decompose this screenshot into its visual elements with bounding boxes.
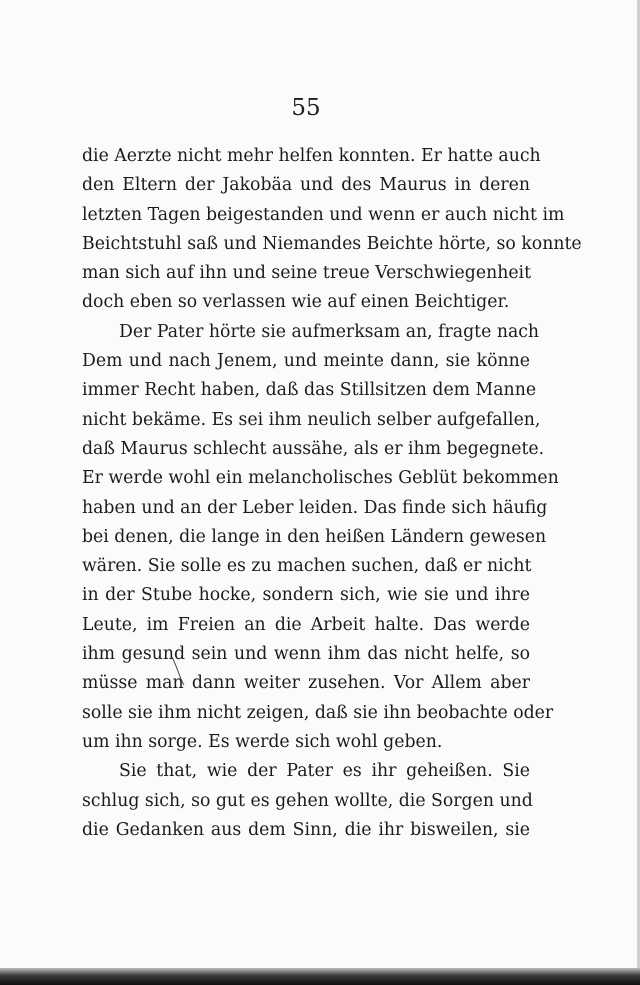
- text-line: man sich auf ihn und seine treue Verschwiegenheit: [82, 263, 532, 284]
- text-line: nicht bekäme. Es sei ihm neulich selber aufgefallen,: [82, 409, 541, 430]
- text-line: Sie that, wie der Pater es ihr geheißen. Sie: [119, 761, 530, 782]
- text-line: müsse man dann weiter zusehen. Vor Allem aber: [82, 673, 530, 694]
- text-line: doch eben so verlassen wie auf einen Beichtiger.: [82, 292, 510, 313]
- text-line: Leute, im Freien an die Arbeit halte. Das werde: [82, 614, 530, 635]
- page-edge-bottom: [0, 968, 640, 985]
- text-line: haben und an der Leber leiden. Das finde sich häufig: [82, 497, 548, 518]
- paragraph-1: [82, 142, 582, 318]
- text-line: immer Recht haben, daß das Stillsitzen dem Manne: [82, 380, 537, 401]
- text-line: Dem und nach Jenem, und meinte dann, sie könne: [82, 351, 530, 372]
- text-line: solle sie ihm nicht zeigen, daß sie ihn beobachte oder: [82, 702, 554, 723]
- text-line: Beichtstuhl saß und Niemandes Beichte hörte, so konnte: [82, 233, 582, 254]
- text-line: um ihn sorge. Es werde sich wohl geben.: [82, 731, 443, 752]
- text-line: wären. Sie solle es zu machen suchen, daß er nicht: [82, 556, 532, 577]
- text-line: die Gedanken aus dem Sinn, die ihr bisweilen, sie: [82, 819, 530, 840]
- text-line: letzten Tagen beigestanden und wenn er auch nicht im: [82, 204, 565, 225]
- text-line: Der Pater hörte sie aufmerksam an, fragte nach: [119, 321, 540, 342]
- text-line: die Aerzte nicht mehr helfen konnten. Er hatte auch: [82, 146, 541, 166]
- body-text: [82, 142, 582, 845]
- text-line: bei denen, die lange in den heißen Ländern gewesen: [82, 526, 547, 547]
- text-line: daß Maurus schlecht aussähe, als er ihm begegnete.: [82, 438, 545, 459]
- text-line: in der Stube hocke, sondern sich, wie sie und ihre: [82, 585, 530, 606]
- text-line: Er werde wohl ein melancholisches Geblüt bekommen: [82, 468, 559, 489]
- text-line: ihm gesund sein und wenn ihm das nicht helfe, so: [82, 644, 530, 665]
- text-line: schlug sich, so gut es gehen wollte, die Sorgen und: [82, 790, 533, 811]
- text-line: den Eltern der Jakobäa und des Maurus in deren: [82, 175, 530, 196]
- page-number: 55: [291, 95, 321, 121]
- paragraph-2: [82, 318, 559, 757]
- paragraph-3: [82, 757, 533, 845]
